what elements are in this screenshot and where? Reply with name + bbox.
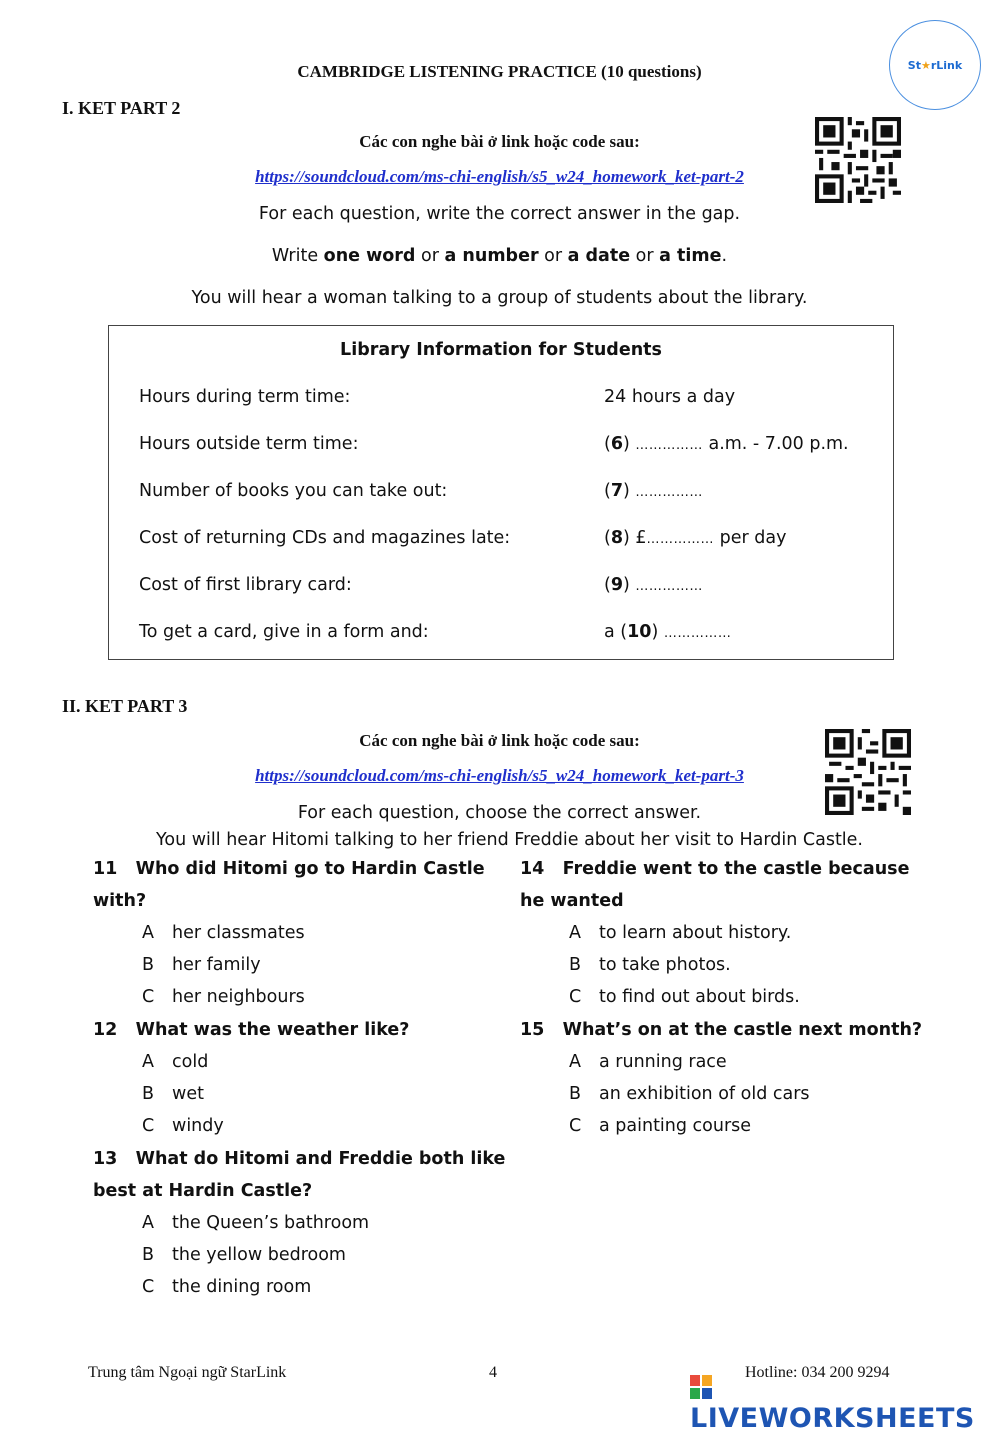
instr-text: .: [721, 246, 728, 266]
question-text: What do Hitomi and Freddie both like: [135, 1149, 506, 1169]
question-11-stem: [93, 853, 513, 885]
question-number: 13: [93, 1149, 118, 1169]
question-14-stem-cont: he wanted: [520, 891, 624, 911]
part2-audio-link[interactable]: https://soundcloud.com/ms-chi-english/s5_w24_homework_ket-part-2: [255, 167, 744, 186]
option-text: a painting course: [599, 1116, 752, 1136]
page-title: CAMBRIDGE LISTENING PRACTICE (10 questions): [297, 62, 702, 81]
gap-number-7: 7: [610, 481, 624, 501]
logo-text-pre: St: [907, 58, 921, 72]
option-text: her neighbours: [172, 987, 305, 1007]
option-letter: A: [142, 1213, 154, 1233]
option-11-c[interactable]: [93, 981, 513, 1013]
option-13-c[interactable]: [93, 1271, 513, 1303]
option-13-a[interactable]: [93, 1207, 513, 1239]
liveworksheets-logo-icon: [690, 1375, 712, 1399]
option-letter: B: [569, 1084, 582, 1104]
gap-6-answer[interactable]: ……………: [635, 438, 703, 453]
row-label-late-cost: Cost of returning CDs and magazines late:: [139, 528, 511, 548]
row-prefix: a: [604, 622, 621, 642]
instr-text: Write: [271, 246, 324, 266]
part3-audio-link[interactable]: https://soundcloud.com/ms-chi-english/s5_w24_homework_ket-part-3: [255, 766, 744, 785]
part2-listen-note: Các con nghe bài ở link hoặc code sau:: [359, 132, 640, 151]
option-text: a running race: [599, 1052, 727, 1072]
question-14: [520, 853, 960, 1013]
library-info-table: [108, 325, 894, 660]
option-11-b[interactable]: [93, 949, 513, 981]
part3-context: You will hear Hitomi talking to her friend Freddie about her visit to Hardin Castle.: [156, 830, 863, 850]
logo-star: ★: [920, 58, 931, 72]
gap-10-answer[interactable]: ……………: [663, 626, 732, 641]
option-letter: B: [569, 955, 582, 975]
option-letter: A: [569, 1052, 581, 1072]
question-text: Who did Hitomi go to Hardin Castle: [135, 859, 485, 879]
question-15-stem: [520, 1014, 980, 1046]
option-text: her family: [172, 955, 261, 975]
logo-text-post: rLink: [930, 58, 963, 72]
gap-number-10: 10: [627, 622, 652, 642]
option-12-c[interactable]: [93, 1110, 513, 1142]
row-value-books: (7) ……………: [604, 481, 703, 501]
option-letter: C: [142, 1277, 155, 1297]
table-title: Library Information for Students: [340, 340, 662, 360]
question-number: 15: [520, 1020, 545, 1040]
part2-qr-code-icon: [815, 117, 901, 203]
question-number: 12: [93, 1020, 118, 1040]
footer-center-name: Trung tâm Ngoại ngữ StarLink: [88, 1364, 287, 1381]
part3-instruction: For each question, choose the correct answer.: [297, 803, 702, 823]
option-11-a[interactable]: [93, 917, 513, 949]
gap-number-6: 6: [610, 434, 624, 454]
part2-instruction-2: [0, 246, 999, 266]
question-15: [520, 1014, 980, 1142]
option-text: her classmates: [172, 923, 305, 943]
watermark-text: LIVEWORKSHEETS: [690, 1403, 975, 1434]
part2-context: You will hear a woman talking to a group of students about the library.: [191, 288, 808, 308]
question-number: 14: [520, 859, 545, 879]
question-12-stem: [93, 1014, 513, 1046]
gap-number-8: 8: [610, 528, 624, 548]
row-value-term-time: 24 hours a day: [604, 387, 736, 407]
gap-number-9: 9: [610, 575, 624, 595]
pound-sign: £: [635, 528, 647, 548]
row-suffix: a.m. - 7.00 p.m.: [702, 434, 849, 454]
gap-9-answer[interactable]: ……………: [635, 579, 703, 594]
option-letter: B: [142, 1245, 155, 1265]
question-11: [93, 853, 513, 1013]
option-text: cold: [172, 1052, 209, 1072]
row-label-outside-term: Hours outside term time:: [139, 434, 359, 454]
option-14-a[interactable]: [520, 917, 960, 949]
option-text: windy: [172, 1116, 224, 1136]
option-text: to take photos.: [599, 955, 731, 975]
option-12-b[interactable]: [93, 1078, 513, 1110]
option-letter: C: [142, 987, 155, 1007]
part3-listen-note: Các con nghe bài ở link hoặc code sau:: [359, 731, 640, 750]
footer-hotline: Hotline: 034 200 9294: [745, 1364, 890, 1381]
gap-7-answer[interactable]: ……………: [635, 485, 703, 500]
option-letter: A: [142, 1052, 154, 1072]
option-letter: A: [569, 923, 581, 943]
option-letter: C: [569, 1116, 582, 1136]
option-text: to find out about birds.: [599, 987, 800, 1007]
instr-bold-number: a number: [444, 246, 539, 266]
question-text: What’s on at the castle next month?: [562, 1020, 923, 1040]
liveworksheets-watermark: [690, 1372, 999, 1434]
instr-bold-time: a time: [659, 246, 722, 266]
option-13-b[interactable]: [93, 1239, 513, 1271]
part3-heading: II. KET PART 3: [62, 696, 188, 716]
option-14-c[interactable]: [520, 981, 960, 1013]
footer-page-number: 4: [489, 1364, 497, 1381]
option-14-b[interactable]: [520, 949, 960, 981]
option-letter: B: [142, 1084, 155, 1104]
option-text: the dining room: [172, 1277, 312, 1297]
option-text: the Queen’s bathroom: [172, 1213, 370, 1233]
instr-bold-date: a date: [567, 246, 631, 266]
question-14-stem: [520, 853, 960, 885]
option-text: the yellow bedroom: [172, 1245, 346, 1265]
question-11-stem-cont: with?: [93, 891, 147, 911]
row-label-get-card: To get a card, give in a form and:: [139, 622, 429, 642]
row-label-card-cost: Cost of first library card:: [139, 575, 352, 595]
option-15-a[interactable]: [520, 1046, 980, 1078]
instr-text: or: [538, 246, 568, 266]
row-value-outside-term: (6) …………… a.m. - 7.00 p.m.: [604, 434, 849, 454]
instr-bold-one-word: one word: [323, 246, 416, 266]
option-text: wet: [172, 1084, 204, 1104]
instr-text: or: [415, 246, 445, 266]
option-letter: C: [142, 1116, 155, 1136]
option-text: an exhibition of old cars: [599, 1084, 810, 1104]
option-text: to learn about history.: [599, 923, 792, 943]
gap-8-answer[interactable]: ……………: [646, 532, 715, 547]
row-suffix: per day: [714, 528, 787, 548]
part2-instruction-1: For each question, write the correct answer in the gap.: [258, 204, 741, 224]
instr-text: or: [630, 246, 660, 266]
question-text: What was the weather like?: [135, 1020, 410, 1040]
question-12: [93, 1014, 513, 1142]
option-15-c[interactable]: [520, 1110, 980, 1142]
row-value-get-card: a (10) ……………: [604, 622, 732, 642]
option-letter: C: [569, 987, 582, 1007]
question-13-stem-cont: best at Hardin Castle?: [93, 1181, 313, 1201]
row-value-late-cost: (8) £…………… per day: [604, 528, 787, 548]
question-13-stem: [93, 1143, 513, 1175]
row-label-books: Number of books you can take out:: [139, 481, 448, 501]
question-number: 11: [93, 859, 118, 879]
option-letter: B: [142, 955, 155, 975]
option-15-b[interactable]: [520, 1078, 980, 1110]
option-letter: A: [142, 923, 154, 943]
question-13: [93, 1143, 513, 1303]
option-12-a[interactable]: [93, 1046, 513, 1078]
row-label-term-time: Hours during term time:: [139, 387, 351, 407]
part2-heading: I. KET PART 2: [62, 98, 181, 118]
row-value-card-cost: (9) ……………: [604, 575, 703, 595]
question-text: Freddie went to the castle because: [562, 859, 910, 879]
